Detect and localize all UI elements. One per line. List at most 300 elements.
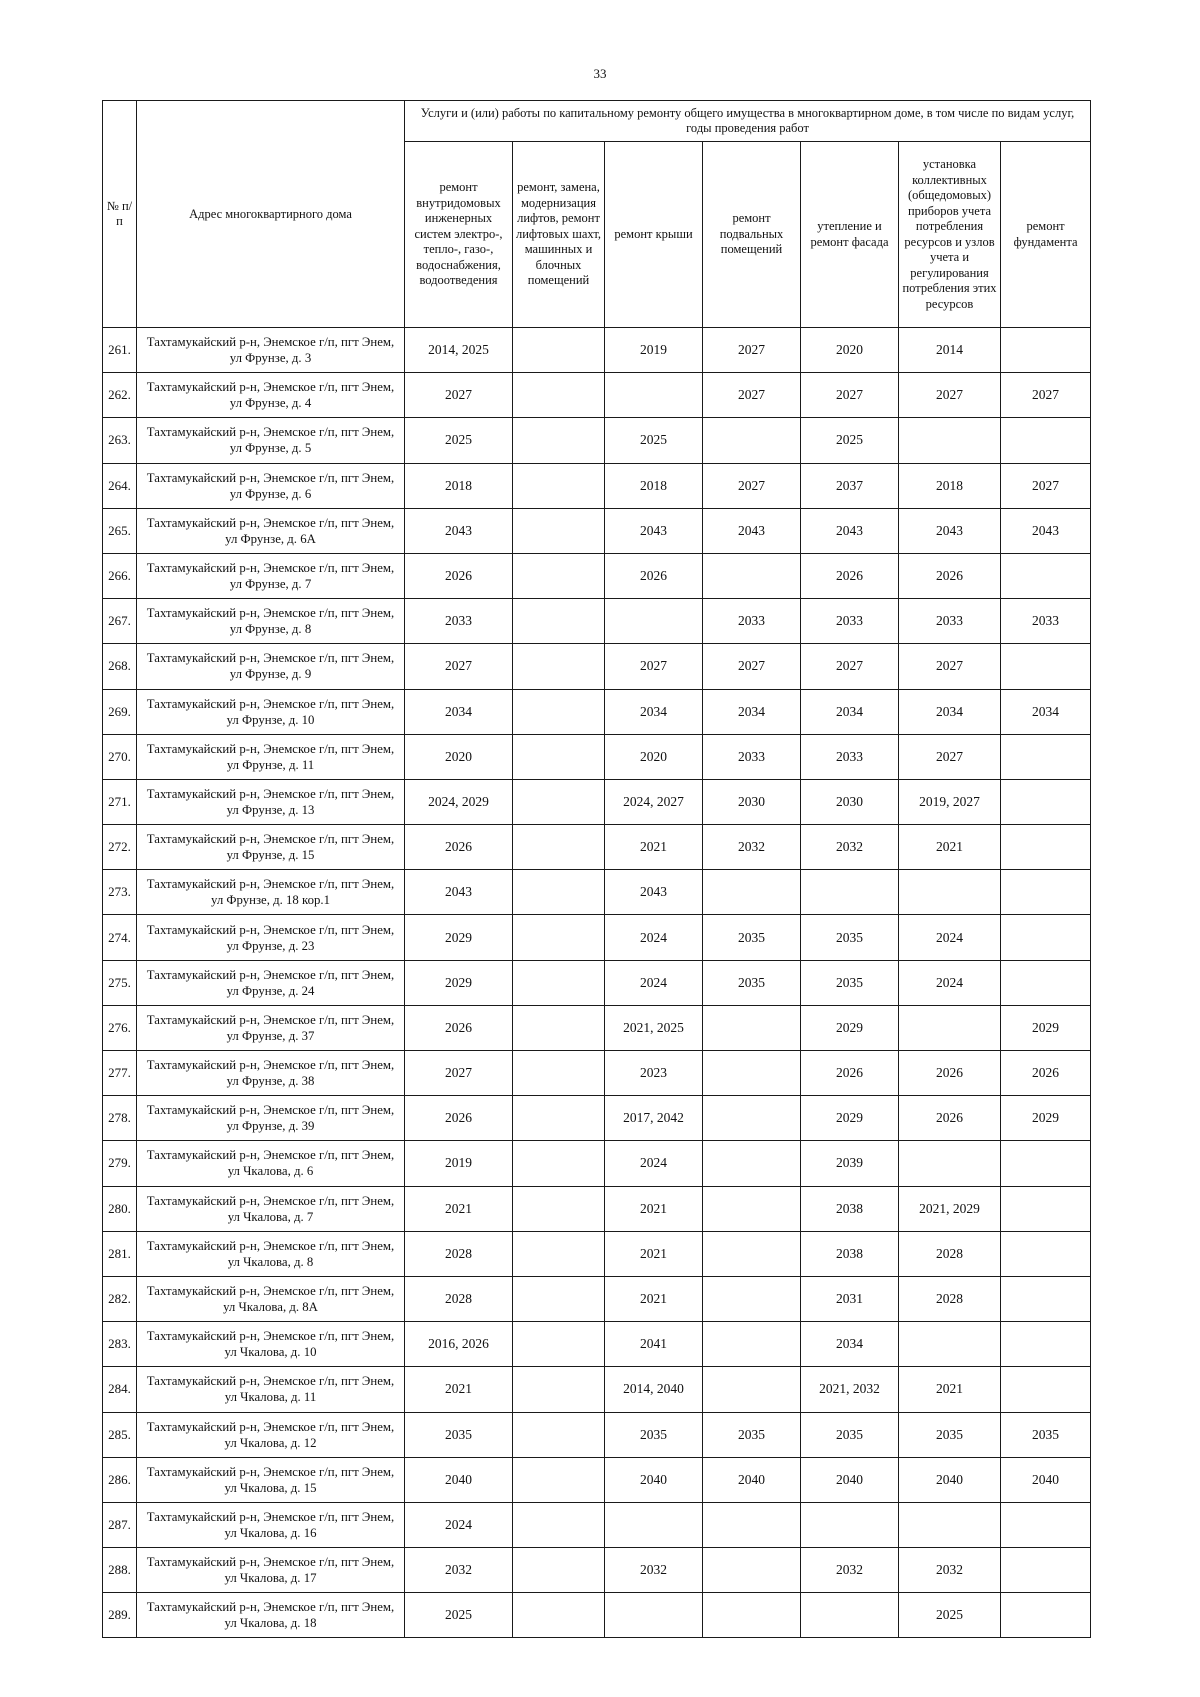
address-cell <box>137 1005 405 1050</box>
address-line-1: Тахтамукайский р-н, Энемское г/п, пгт Энем, <box>146 515 395 530</box>
address-line-2: ул Фрунзе, д. 7 <box>229 577 312 592</box>
cell-engineering: 2018 <box>405 463 513 508</box>
cell-lifts <box>513 644 605 689</box>
cell-meters <box>899 1322 1001 1367</box>
address-cell <box>137 1412 405 1457</box>
cell-roof: 2021 <box>605 1231 703 1276</box>
cell-lifts <box>513 1231 605 1276</box>
address-line-2: ул Чкалова, д. 6 <box>227 1164 314 1179</box>
cell-roof: 2019 <box>605 328 703 373</box>
cell-foundation <box>1001 1276 1091 1321</box>
row-number: 262. <box>103 373 137 418</box>
header-col-lifts: ремонт, замена, модернизация лифтов, ремонт лифтовых шахт, машинных и блочных помещений <box>513 142 605 328</box>
cell-engineering: 2032 <box>405 1548 513 1593</box>
page-number: 33 <box>593 66 607 81</box>
cell-meters <box>899 1141 1001 1186</box>
table-row <box>103 870 1091 915</box>
table-row <box>103 1096 1091 1141</box>
cell-basement <box>703 1186 801 1231</box>
cell-lifts <box>513 599 605 644</box>
address-line-2: ул Чкалова, д. 12 <box>224 1435 317 1450</box>
table-row <box>103 1457 1091 1502</box>
address-cell <box>137 1322 405 1367</box>
cell-facade: 2029 <box>801 1096 899 1141</box>
address-line-2: ул Чкалова, д. 16 <box>224 1525 317 1540</box>
address-line-1: Тахтамукайский р-н, Энемское г/п, пгт Энем, <box>146 1238 395 1253</box>
address-line-2: ул Фрунзе, д. 6 <box>229 486 312 501</box>
cell-foundation: 2027 <box>1001 373 1091 418</box>
row-number: 287. <box>103 1502 137 1547</box>
cell-lifts <box>513 418 605 463</box>
cell-roof: 2032 <box>605 1548 703 1593</box>
address-line-1: Тахтамукайский р-н, Энемское г/п, пгт Энем, <box>146 1374 395 1389</box>
cell-roof: 2043 <box>605 870 703 915</box>
row-number: 266. <box>103 553 137 598</box>
table-row <box>103 373 1091 418</box>
address-line-2: ул Фрунзе, д. 13 <box>226 802 315 817</box>
address-line-2: ул Фрунзе, д. 15 <box>226 848 315 863</box>
cell-roof <box>605 1593 703 1638</box>
header-address: Адрес многоквартирного дома <box>137 101 405 328</box>
address-line-1: Тахтамукайский р-н, Энемское г/п, пгт Энем, <box>146 1419 395 1434</box>
cell-roof: 2043 <box>605 508 703 553</box>
cell-basement <box>703 870 801 915</box>
address-line-2: ул Чкалова, д. 8А <box>223 1300 318 1315</box>
cell-facade: 2037 <box>801 463 899 508</box>
cell-engineering: 2020 <box>405 734 513 779</box>
cell-lifts <box>513 373 605 418</box>
cell-roof: 2026 <box>605 553 703 598</box>
cell-facade: 2026 <box>801 1051 899 1096</box>
row-number: 288. <box>103 1548 137 1593</box>
cell-foundation: 2035 <box>1001 1412 1091 1457</box>
cell-lifts <box>513 1502 605 1547</box>
cell-foundation <box>1001 870 1091 915</box>
row-number: 270. <box>103 734 137 779</box>
address-cell <box>137 1457 405 1502</box>
address-line-2: ул Фрунзе, д. 9 <box>229 667 312 682</box>
cell-engineering: 2026 <box>405 825 513 870</box>
cell-engineering: 2029 <box>405 915 513 960</box>
address-line-2: ул Фрунзе, д. 37 <box>226 1028 315 1043</box>
cell-lifts <box>513 1457 605 1502</box>
row-number: 263. <box>103 418 137 463</box>
cell-meters: 2028 <box>899 1231 1001 1276</box>
table-row <box>103 689 1091 734</box>
cell-lifts <box>513 1051 605 1096</box>
cell-roof <box>605 599 703 644</box>
cell-meters: 2040 <box>899 1457 1001 1502</box>
address-line-2: ул Чкалова, д. 17 <box>224 1571 317 1586</box>
cell-basement <box>703 1593 801 1638</box>
table-row <box>103 1276 1091 1321</box>
cell-foundation <box>1001 644 1091 689</box>
table-row <box>103 1141 1091 1186</box>
address-cell <box>137 1051 405 1096</box>
address-cell <box>137 870 405 915</box>
cell-meters: 2034 <box>899 689 1001 734</box>
row-number: 272. <box>103 825 137 870</box>
row-number: 289. <box>103 1593 137 1638</box>
cell-meters: 2021 <box>899 1367 1001 1412</box>
cell-foundation <box>1001 418 1091 463</box>
cell-roof: 2023 <box>605 1051 703 1096</box>
cell-engineering: 2033 <box>405 599 513 644</box>
table-row <box>103 1412 1091 1457</box>
table-row <box>103 328 1091 373</box>
cell-lifts <box>513 1005 605 1050</box>
cell-meters: 2032 <box>899 1548 1001 1593</box>
cell-foundation <box>1001 1548 1091 1593</box>
header-col-meters: установка коллективных (общедомовых) приборов учета потребления ресурсов и узлов учета и регулирования потребления этих ресурсов <box>899 142 1001 328</box>
cell-foundation <box>1001 779 1091 824</box>
address-cell <box>137 1502 405 1547</box>
address-line-1: Тахтамукайский р-н, Энемское г/п, пгт Энем, <box>146 1600 395 1615</box>
address-line-2: ул Фрунзе, д. 10 <box>226 712 315 727</box>
cell-engineering: 2025 <box>405 418 513 463</box>
cell-facade: 2025 <box>801 418 899 463</box>
cell-facade: 2033 <box>801 734 899 779</box>
cell-lifts <box>513 1276 605 1321</box>
address-line-1: Тахтамукайский р-н, Энемское г/п, пгт Энем, <box>146 1012 395 1027</box>
cell-meters: 2018 <box>899 463 1001 508</box>
cell-basement <box>703 418 801 463</box>
cell-meters: 2025 <box>899 1593 1001 1638</box>
cell-facade: 2027 <box>801 373 899 418</box>
cell-roof: 2024 <box>605 1141 703 1186</box>
cell-lifts <box>513 463 605 508</box>
cell-foundation <box>1001 734 1091 779</box>
cell-facade: 2027 <box>801 644 899 689</box>
header-col-foundation: ремонт фундамента <box>1001 142 1091 328</box>
cell-basement: 2033 <box>703 734 801 779</box>
cell-lifts <box>513 734 605 779</box>
cell-basement: 2035 <box>703 915 801 960</box>
cell-engineering: 2014, 2025 <box>405 328 513 373</box>
address-cell <box>137 689 405 734</box>
cell-basement: 2040 <box>703 1457 801 1502</box>
row-number: 278. <box>103 1096 137 1141</box>
cell-foundation: 2033 <box>1001 599 1091 644</box>
cell-lifts <box>513 328 605 373</box>
table-row <box>103 960 1091 1005</box>
address-cell <box>137 463 405 508</box>
cell-roof: 2014, 2040 <box>605 1367 703 1412</box>
row-number: 286. <box>103 1457 137 1502</box>
cell-roof: 2024, 2027 <box>605 779 703 824</box>
cell-facade: 2034 <box>801 689 899 734</box>
address-cell <box>137 1548 405 1593</box>
cell-foundation <box>1001 825 1091 870</box>
address-cell <box>137 1276 405 1321</box>
address-cell <box>137 1186 405 1231</box>
address-line-1: Тахтамукайский р-н, Энемское г/п, пгт Энем, <box>146 1555 395 1570</box>
cell-lifts <box>513 1141 605 1186</box>
table-row <box>103 1186 1091 1231</box>
address-line-1: Тахтамукайский р-н, Энемское г/п, пгт Энем, <box>146 1148 395 1163</box>
cell-facade: 2035 <box>801 1412 899 1457</box>
table-row <box>103 463 1091 508</box>
row-number: 277. <box>103 1051 137 1096</box>
cell-engineering: 2027 <box>405 644 513 689</box>
header-row-top <box>103 101 1091 142</box>
cell-engineering: 2028 <box>405 1276 513 1321</box>
cell-engineering: 2016, 2026 <box>405 1322 513 1367</box>
address-line-1: Тахтамукайский р-н, Энемское г/п, пгт Энем, <box>146 877 395 892</box>
cell-facade: 2038 <box>801 1231 899 1276</box>
cell-facade: 2032 <box>801 1548 899 1593</box>
row-number: 281. <box>103 1231 137 1276</box>
cell-basement: 2034 <box>703 689 801 734</box>
cell-roof <box>605 373 703 418</box>
address-cell <box>137 599 405 644</box>
address-line-1: Тахтамукайский р-н, Энемское г/п, пгт Энем, <box>146 786 395 801</box>
row-number: 284. <box>103 1367 137 1412</box>
header-col-facade: утепление и ремонт фасада <box>801 142 899 328</box>
cell-engineering: 2043 <box>405 508 513 553</box>
table-row <box>103 553 1091 598</box>
cell-facade: 2020 <box>801 328 899 373</box>
cell-facade: 2021, 2032 <box>801 1367 899 1412</box>
cell-basement <box>703 1051 801 1096</box>
table-row <box>103 1367 1091 1412</box>
cell-foundation <box>1001 915 1091 960</box>
address-line-2: ул Фрунзе, д. 6А <box>225 531 316 546</box>
address-line-1: Тахтамукайский р-н, Энемское г/п, пгт Энем, <box>146 380 395 395</box>
cell-engineering: 2029 <box>405 960 513 1005</box>
header-col-roof: ремонт крыши <box>605 142 703 328</box>
address-line-1: Тахтамукайский р-н, Энемское г/п, пгт Энем, <box>146 651 395 666</box>
address-line-1: Тахтамукайский р-н, Энемское г/п, пгт Энем, <box>146 470 395 485</box>
cell-lifts <box>513 1322 605 1367</box>
address-cell <box>137 1096 405 1141</box>
address-cell <box>137 418 405 463</box>
table-row <box>103 734 1091 779</box>
cell-facade: 2043 <box>801 508 899 553</box>
cell-facade: 2033 <box>801 599 899 644</box>
row-number: 275. <box>103 960 137 1005</box>
address-line-1: Тахтамукайский р-н, Энемское г/п, пгт Энем, <box>146 741 395 756</box>
table-row <box>103 1593 1091 1638</box>
cell-basement <box>703 1322 801 1367</box>
cell-basement: 2032 <box>703 825 801 870</box>
table-row <box>103 599 1091 644</box>
cell-basement <box>703 1548 801 1593</box>
cell-facade: 2035 <box>801 960 899 1005</box>
cell-foundation <box>1001 1141 1091 1186</box>
cell-meters: 2019, 2027 <box>899 779 1001 824</box>
row-number: 274. <box>103 915 137 960</box>
cell-basement <box>703 1005 801 1050</box>
cell-basement: 2033 <box>703 599 801 644</box>
cell-lifts <box>513 960 605 1005</box>
cell-lifts <box>513 825 605 870</box>
cell-facade: 2030 <box>801 779 899 824</box>
address-line-2: ул Чкалова, д. 18 <box>224 1616 317 1631</box>
cell-facade: 2034 <box>801 1322 899 1367</box>
cell-basement <box>703 553 801 598</box>
row-number: 282. <box>103 1276 137 1321</box>
table-row <box>103 825 1091 870</box>
address-line-2: ул Чкалова, д. 15 <box>224 1480 317 1495</box>
address-cell <box>137 1231 405 1276</box>
cell-lifts <box>513 1593 605 1638</box>
cell-meters <box>899 418 1001 463</box>
cell-basement <box>703 1276 801 1321</box>
cell-roof: 2021 <box>605 1276 703 1321</box>
row-number: 276. <box>103 1005 137 1050</box>
cell-basement: 2027 <box>703 463 801 508</box>
address-line-2: ул Фрунзе, д. 39 <box>226 1119 315 1134</box>
address-line-1: Тахтамукайский р-н, Энемское г/п, пгт Энем, <box>146 1103 395 1118</box>
table-row <box>103 1051 1091 1096</box>
cell-roof: 2041 <box>605 1322 703 1367</box>
table-row <box>103 418 1091 463</box>
cell-facade: 2040 <box>801 1457 899 1502</box>
cell-roof: 2025 <box>605 418 703 463</box>
address-line-1: Тахтамукайский р-н, Энемское г/п, пгт Энем, <box>146 335 395 350</box>
cell-facade <box>801 870 899 915</box>
cell-meters: 2027 <box>899 734 1001 779</box>
row-number: 271. <box>103 779 137 824</box>
cell-engineering: 2021 <box>405 1367 513 1412</box>
cell-meters <box>899 870 1001 915</box>
cell-lifts <box>513 915 605 960</box>
address-line-2: ул Фрунзе, д. 8 <box>229 622 312 637</box>
cell-engineering: 2043 <box>405 870 513 915</box>
cell-basement: 2027 <box>703 373 801 418</box>
cell-roof: 2040 <box>605 1457 703 1502</box>
cell-basement <box>703 1502 801 1547</box>
row-number: 280. <box>103 1186 137 1231</box>
table-row <box>103 1005 1091 1050</box>
cell-meters: 2021 <box>899 825 1001 870</box>
address-line-1: Тахтамукайский р-н, Энемское г/п, пгт Энем, <box>146 425 395 440</box>
cell-meters: 2033 <box>899 599 1001 644</box>
cell-foundation: 2026 <box>1001 1051 1091 1096</box>
row-number: 273. <box>103 870 137 915</box>
header-col-engineering: ремонт внутридомовых инженерных систем электро-, тепло-, газо-, водоснабжения, водоотведения <box>405 142 513 328</box>
address-cell <box>137 553 405 598</box>
cell-lifts <box>513 870 605 915</box>
cell-facade: 2038 <box>801 1186 899 1231</box>
cell-meters <box>899 1502 1001 1547</box>
row-number: 269. <box>103 689 137 734</box>
cell-engineering: 2025 <box>405 1593 513 1638</box>
cell-meters: 2024 <box>899 960 1001 1005</box>
address-cell <box>137 328 405 373</box>
address-line-2: ул Фрунзе, д. 5 <box>229 441 312 456</box>
capital-repair-table <box>102 100 1091 1638</box>
address-line-1: Тахтамукайский р-н, Энемское г/п, пгт Энем, <box>146 967 395 982</box>
address-cell <box>137 779 405 824</box>
cell-meters: 2043 <box>899 508 1001 553</box>
address-cell <box>137 960 405 1005</box>
cell-foundation <box>1001 1593 1091 1638</box>
address-cell <box>137 825 405 870</box>
cell-foundation: 2029 <box>1001 1005 1091 1050</box>
header-group: Услуги и (или) работы по капитальному ремонту общего имущества в многоквартирном доме, в том числе по видам услуг, годы проведения работ <box>405 101 1091 142</box>
row-number: 264. <box>103 463 137 508</box>
cell-lifts <box>513 1548 605 1593</box>
address-line-1: Тахтамукайский р-н, Энемское г/п, пгт Энем, <box>146 1193 395 1208</box>
address-line-2: ул Чкалова, д. 7 <box>227 1209 314 1224</box>
cell-roof: 2018 <box>605 463 703 508</box>
cell-roof: 2021 <box>605 825 703 870</box>
row-number: 265. <box>103 508 137 553</box>
header-col-basement: ремонт подвальных помещений <box>703 142 801 328</box>
cell-engineering: 2021 <box>405 1186 513 1231</box>
cell-meters: 2024 <box>899 915 1001 960</box>
cell-foundation: 2029 <box>1001 1096 1091 1141</box>
cell-meters <box>899 1005 1001 1050</box>
address-line-1: Тахтамукайский р-н, Энемское г/п, пгт Энем, <box>146 832 395 847</box>
address-line-1: Тахтамукайский р-н, Энемское г/п, пгт Энем, <box>146 561 395 576</box>
address-line-2: ул Фрунзе, д. 38 <box>226 1074 315 1089</box>
cell-meters: 2026 <box>899 553 1001 598</box>
cell-lifts <box>513 508 605 553</box>
cell-facade: 2031 <box>801 1276 899 1321</box>
cell-lifts <box>513 779 605 824</box>
address-line-2: ул Чкалова, д. 10 <box>224 1345 317 1360</box>
address-line-2: ул Фрунзе, д. 11 <box>226 757 315 772</box>
cell-roof: 2020 <box>605 734 703 779</box>
cell-meters: 2027 <box>899 373 1001 418</box>
row-number: 285. <box>103 1412 137 1457</box>
cell-facade <box>801 1502 899 1547</box>
table-row <box>103 915 1091 960</box>
cell-foundation: 2040 <box>1001 1457 1091 1502</box>
cell-roof: 2034 <box>605 689 703 734</box>
cell-foundation <box>1001 1502 1091 1547</box>
cell-foundation <box>1001 553 1091 598</box>
row-number: 268. <box>103 644 137 689</box>
address-line-2: ул Чкалова, д. 8 <box>227 1254 314 1269</box>
cell-engineering: 2019 <box>405 1141 513 1186</box>
cell-facade: 2029 <box>801 1005 899 1050</box>
cell-engineering: 2027 <box>405 1051 513 1096</box>
address-line-1: Тахтамукайский р-н, Энемское г/п, пгт Энем, <box>146 696 395 711</box>
address-cell <box>137 1593 405 1638</box>
cell-roof: 2035 <box>605 1412 703 1457</box>
cell-meters: 2014 <box>899 328 1001 373</box>
address-cell <box>137 508 405 553</box>
cell-engineering: 2024, 2029 <box>405 779 513 824</box>
address-line-1: Тахтамукайский р-н, Энемское г/п, пгт Энем, <box>146 1464 395 1479</box>
address-line-2: ул Фрунзе, д. 18 кор.1 <box>210 893 330 908</box>
table-row <box>103 644 1091 689</box>
cell-basement <box>703 1231 801 1276</box>
cell-lifts <box>513 1186 605 1231</box>
cell-lifts <box>513 1367 605 1412</box>
cell-facade: 2026 <box>801 553 899 598</box>
cell-engineering: 2034 <box>405 689 513 734</box>
cell-roof: 2024 <box>605 915 703 960</box>
address-line-2: ул Фрунзе, д. 23 <box>226 938 315 953</box>
cell-roof: 2021, 2025 <box>605 1005 703 1050</box>
cell-foundation <box>1001 1186 1091 1231</box>
cell-basement <box>703 1141 801 1186</box>
cell-engineering: 2040 <box>405 1457 513 1502</box>
table-row <box>103 508 1091 553</box>
cell-basement: 2043 <box>703 508 801 553</box>
cell-engineering: 2028 <box>405 1231 513 1276</box>
cell-roof: 2027 <box>605 644 703 689</box>
cell-lifts <box>513 689 605 734</box>
table-row <box>103 779 1091 824</box>
cell-foundation <box>1001 1231 1091 1276</box>
address-line-2: ул Чкалова, д. 11 <box>224 1390 317 1405</box>
